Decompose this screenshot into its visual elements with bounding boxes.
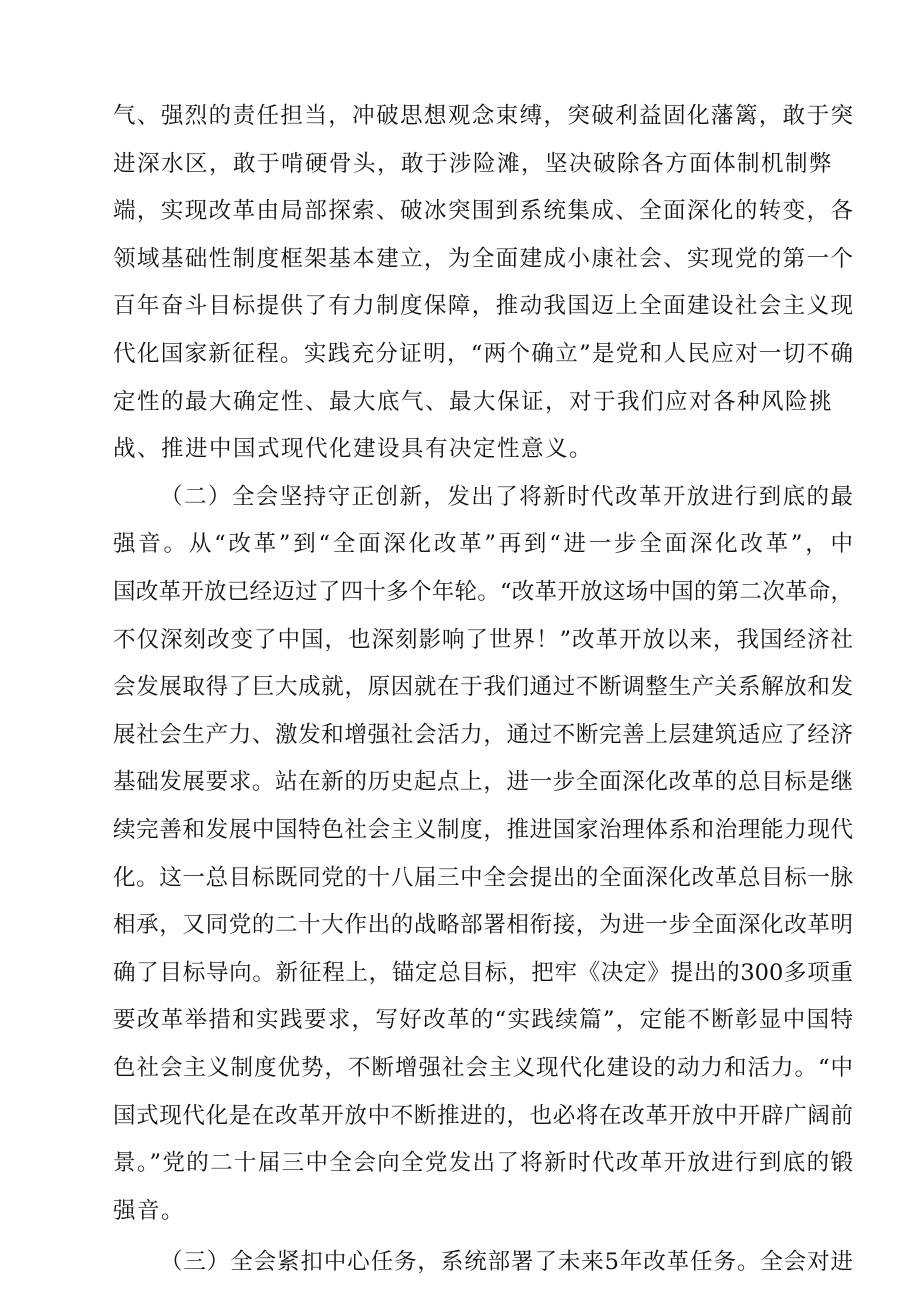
text-line: 会发展取得了巨大成就，原因就在于我们通过不断调整生产关系解放和发 <box>113 674 853 701</box>
text-line: 色社会主义制度优势，不断增强社会主义现代化建设的动力和活力。“中 <box>113 1055 853 1081</box>
text-line: 国式现代化是在改革开放中不断推进的，也必将在改革开放中开辟广阔前 <box>113 1102 853 1129</box>
text-line: 气、强烈的责任担当，冲破思想观念束缚，突破利益固化藩篱，敢于突 <box>113 103 853 129</box>
text-line: 端，实现改革由局部探索、破冰突围到系统集成、全面深化的转变，各 <box>113 198 853 225</box>
text-line: 确了目标导向。新征程上，锚定总目标，把牢《决定》提出的300多项重 <box>113 959 853 986</box>
text-line: 要改革举措和实践要求，写好改革的“实践续篇”，定能不断彰显中国特 <box>113 1007 853 1034</box>
text-line: 代化国家新征程。实践充分证明，“两个确立”是党和人民应对一切不确 <box>113 341 853 367</box>
text-line: 化。这一总目标既同党的十八届三中全会提出的全面深化改革总目标一脉 <box>113 864 853 891</box>
text-line: 强音。从“改革”到“全面深化改革”再到“进一步全面深化改革”，中 <box>113 531 853 558</box>
text-line: 百年奋斗目标提供了有力制度保障，推动我国迈上全面建设社会主义现 <box>113 293 853 320</box>
text-line: 国改革开放已经迈过了四十多个年轮。“改革开放这场中国的第二次革命， <box>113 579 853 605</box>
text-line: （三）全会紧扣中心任务，系统部署了未来5年改革任务。全会对进 <box>160 1249 853 1276</box>
text-line: 景。”党的二十届三中全会向全党发出了将新时代改革开放进行到底的锻 <box>113 1150 853 1177</box>
text-line: 不仅深刻改变了中国，也深刻影响了世界！”改革开放以来，我国经济社 <box>113 626 853 653</box>
text-line: 续完善和发展中国特色社会主义制度，推进国家治理体系和治理能力现代 <box>113 817 853 843</box>
text-line: 相承，又同党的二十大作出的战略部署相衔接，为进一步全面深化改革明 <box>113 912 853 939</box>
text-line: 领域基础性制度框架基本建立，为全面建成小康社会、实现党的第一个 <box>113 245 853 272</box>
text-line: 战、推进中国式现代化建设具有决定性意义。 <box>113 436 594 463</box>
text-line: 强音。 <box>113 1197 186 1224</box>
text-line: （二）全会坚持守正创新，发出了将新时代改革开放进行到底的最 <box>160 483 853 510</box>
text-line: 展社会生产力、激发和增强社会活力，通过不断完善上层建筑适应了经济 <box>113 721 853 748</box>
text-line: 进深水区，敢于啃硬骨头，敢于涉险滩，坚决破除各方面体制机制弊 <box>113 150 834 177</box>
text-line: 基础发展要求。站在新的历史起点上，进一步全面深化改革的总目标是继 <box>113 769 853 796</box>
text-line: 定性的最大确定性、最大底气、最大保证，对于我们应对各种风险挑 <box>113 388 834 415</box>
